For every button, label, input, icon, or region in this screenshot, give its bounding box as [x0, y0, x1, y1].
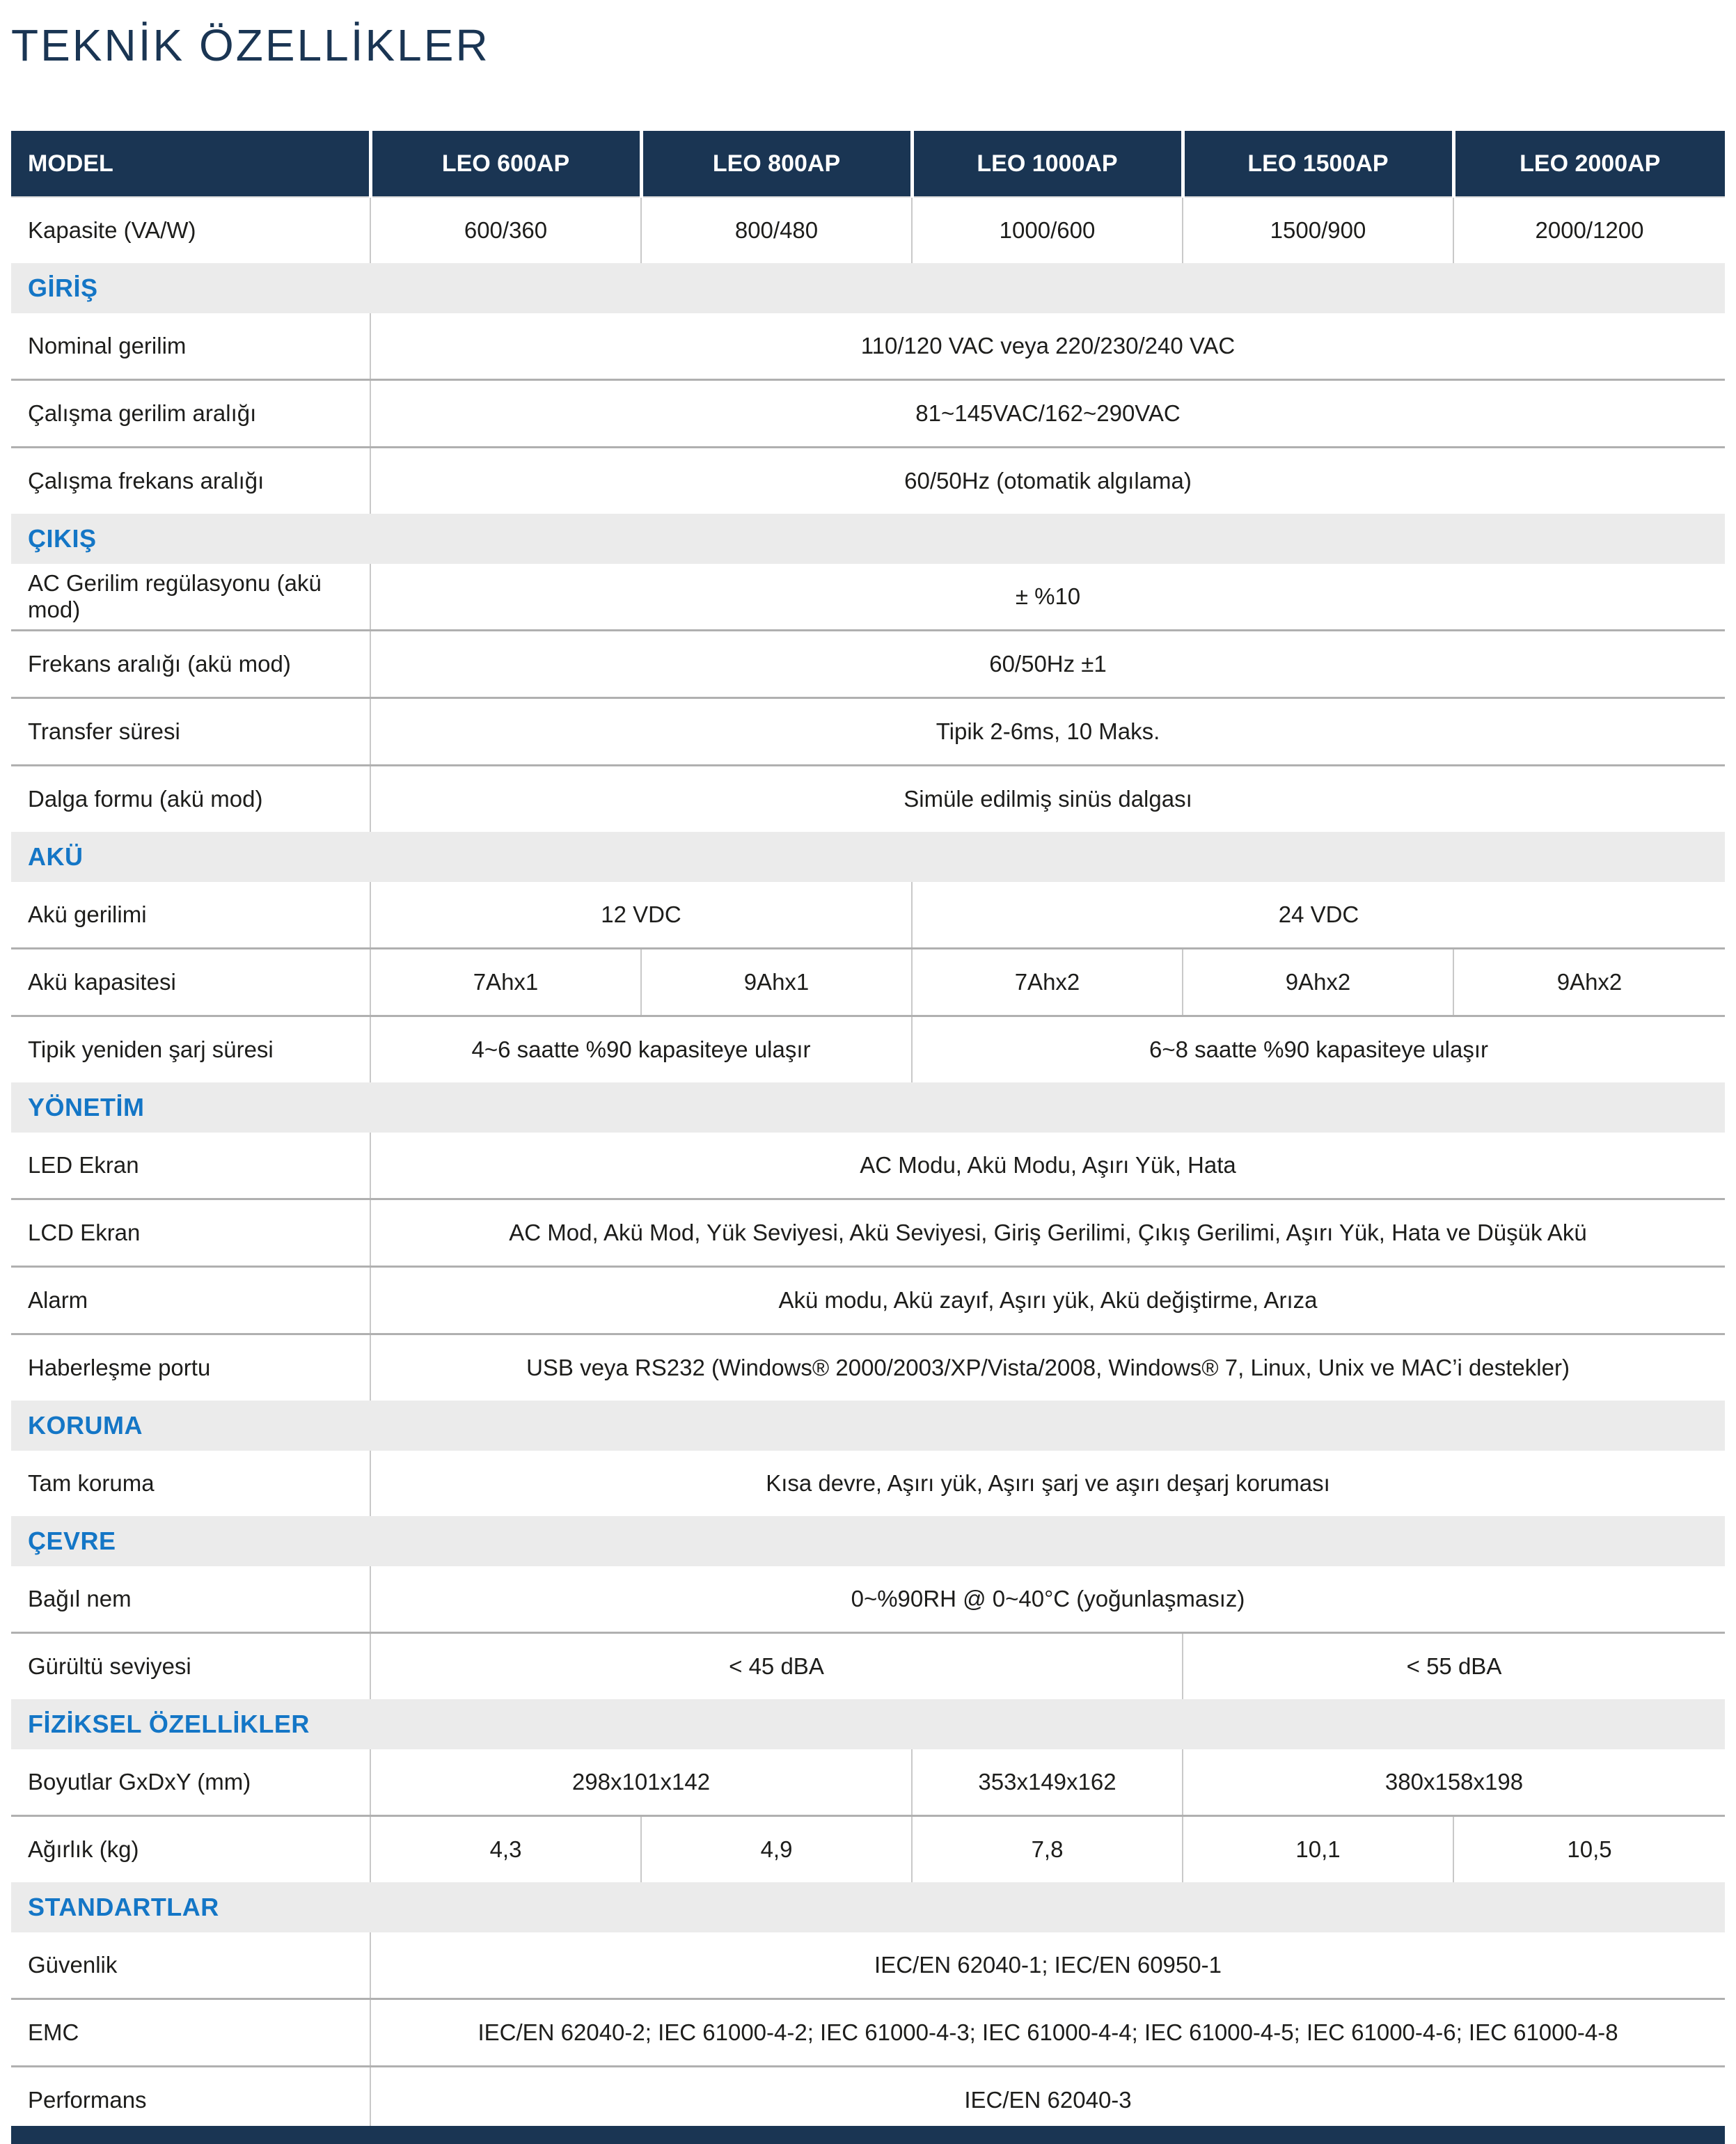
- value-cell: 800/480: [641, 197, 912, 263]
- section-title: STANDARTLAR: [11, 1882, 1725, 1932]
- section-title: GİRİŞ: [11, 263, 1725, 313]
- section-header-row: [11, 1401, 1725, 1451]
- spec-row: [11, 1267, 1725, 1334]
- row-label: EMC: [11, 1999, 370, 2067]
- value-cell: 4,9: [641, 1816, 912, 1883]
- section-title: AKÜ: [11, 832, 1725, 882]
- value-cell: 60/50Hz (otomatik algılama): [370, 448, 1725, 514]
- value-cell: Simüle edilmiş sinüs dalgası: [370, 766, 1725, 833]
- section-title: ÇIKIŞ: [11, 514, 1725, 564]
- spec-row: [11, 1016, 1725, 1083]
- section-header-row: [11, 832, 1725, 882]
- section-header-row: [11, 1699, 1725, 1749]
- row-label: Kapasite (VA/W): [11, 197, 370, 263]
- footer-bar: [11, 2126, 1725, 2144]
- row-label: Akü kapasitesi: [11, 949, 370, 1016]
- spec-row: [11, 380, 1725, 448]
- model-column-header: LEO 800AP: [641, 131, 912, 197]
- value-cell: 81~145VAC/162~290VAC: [370, 380, 1725, 448]
- value-cell: AC Modu, Akü Modu, Aşırı Yük, Hata: [370, 1133, 1725, 1199]
- row-label: Tam koruma: [28, 1470, 155, 1497]
- row-label: LED Ekran: [28, 1152, 139, 1179]
- value-cell: 4,3: [370, 1816, 641, 1883]
- section-header-row: [11, 1882, 1725, 1932]
- value-cell: 2000/1200: [1453, 197, 1725, 263]
- value-cell: AC Mod, Akü Mod, Yük Seviyesi, Akü Seviyesi, Giriş Gerilimi, Çıkış Gerilimi, Aşırı Yük, Hata ve Düşük Akü: [370, 1199, 1725, 1267]
- spec-row: [11, 1199, 1725, 1267]
- section-header-row: [11, 1516, 1725, 1566]
- value-cell: 60/50Hz ±1: [370, 631, 1725, 698]
- value-cell: 7Ahx2: [912, 949, 1183, 1016]
- spec-row: [11, 882, 1725, 949]
- spec-row: [11, 1133, 1725, 1199]
- value-cell: 24 VDC: [912, 882, 1725, 949]
- value-cell: 10,1: [1183, 1816, 1453, 1883]
- value-cell: 10,5: [1453, 1816, 1725, 1883]
- model-header-cell: MODEL: [11, 131, 370, 197]
- section-title: YÖNETİM: [11, 1082, 1725, 1133]
- value-cell: 1500/900: [1183, 197, 1453, 263]
- value-cell: 9Ahx2: [1183, 949, 1453, 1016]
- spec-row: [11, 448, 1725, 514]
- value-cell: 9Ahx1: [641, 949, 912, 1016]
- section-header-row: [11, 514, 1725, 564]
- capacity-row: [11, 197, 1725, 263]
- row-label: Tipik yeniden şarj süresi: [11, 1016, 370, 1083]
- row-label: Performans: [11, 2067, 370, 2135]
- spec-row: [11, 1334, 1725, 1401]
- spec-row: [11, 1999, 1725, 2067]
- row-label: Haberleşme portu: [11, 1334, 370, 1401]
- row-label: Frekans aralığı (akü mod): [11, 631, 370, 698]
- row-label: Transfer süresi: [11, 698, 370, 766]
- value-cell: 12 VDC: [370, 882, 912, 949]
- section-title: KORUMA: [11, 1401, 1725, 1451]
- row-label: AC Gerilim regülasyonu (akü mod): [28, 570, 322, 623]
- section-header-row: [11, 263, 1725, 313]
- row-label: Alarm: [11, 1267, 370, 1334]
- spec-row: [11, 1932, 1725, 1999]
- row-label: Çalışma frekans aralığı: [11, 448, 370, 514]
- spec-row: [11, 1566, 1725, 1633]
- model-column-header: LEO 1000AP: [912, 131, 1183, 197]
- section-header-row: [11, 1082, 1725, 1133]
- value-cell: IEC/EN 62040-2; IEC 61000-4-2; IEC 61000-4-3; IEC 61000-4-4; IEC 61000-4-5; IEC 61000-4-6; IEC 61000-4-8: [370, 1999, 1725, 2067]
- value-cell: 6~8 saatte %90 kapasiteye ulaşır: [912, 1016, 1725, 1083]
- row-label: Güvenlik: [28, 1952, 118, 1978]
- value-cell: Tipik 2-6ms, 10 Maks.: [370, 698, 1725, 766]
- spec-row: [11, 766, 1725, 833]
- row-label: Akü gerilimi: [28, 901, 147, 928]
- model-column-header: LEO 1500AP: [1183, 131, 1453, 197]
- value-cell: 4~6 saatte %90 kapasiteye ulaşır: [370, 1016, 912, 1083]
- value-cell: 110/120 VAC veya 220/230/240 VAC: [370, 313, 1725, 380]
- value-cell: < 55 dBA: [1183, 1633, 1725, 1700]
- value-cell: 0~%90RH @ 0~40°C (yoğunlaşmasız): [370, 1566, 1725, 1633]
- model-column-header: LEO 600AP: [370, 131, 641, 197]
- spec-row: [11, 313, 1725, 380]
- value-cell: 7,8: [912, 1816, 1183, 1883]
- spec-table: [11, 131, 1725, 2136]
- spec-row: [11, 1749, 1725, 1816]
- value-cell: Akü modu, Akü zayıf, Aşırı yük, Akü değiştirme, Arıza: [370, 1267, 1725, 1334]
- spec-row: [11, 564, 1725, 631]
- value-cell: 600/360: [370, 197, 641, 263]
- value-cell: 380x158x198: [1183, 1749, 1725, 1816]
- value-cell: < 45 dBA: [370, 1633, 1183, 1700]
- value-cell: USB veya RS232 (Windows® 2000/2003/XP/Vista/2008, Windows® 7, Linux, Unix ve MAC’i destekler): [370, 1334, 1725, 1401]
- row-label: Ağırlık (kg): [11, 1816, 370, 1883]
- section-title: ÇEVRE: [11, 1516, 1725, 1566]
- value-cell: 1000/600: [912, 197, 1183, 263]
- row-label: Boyutlar GxDxY (mm): [28, 1769, 251, 1795]
- spec-row: [11, 631, 1725, 698]
- row-label: LCD Ekran: [11, 1199, 370, 1267]
- spec-row: [11, 1816, 1725, 1883]
- value-cell: 298x101x142: [370, 1749, 912, 1816]
- value-cell: 9Ahx2: [1453, 949, 1725, 1016]
- spec-row: [11, 698, 1725, 766]
- spec-row: [11, 1451, 1725, 1516]
- value-cell: 7Ahx1: [370, 949, 641, 1016]
- value-cell: 353x149x162: [912, 1749, 1183, 1816]
- row-label: Gürültü seviyesi: [11, 1633, 370, 1700]
- spec-row: [11, 949, 1725, 1016]
- section-title: FİZİKSEL ÖZELLİKLER: [11, 1699, 1725, 1749]
- spec-row: [11, 1633, 1725, 1700]
- value-cell: Kısa devre, Aşırı yük, Aşırı şarj ve aşırı deşarj koruması: [370, 1451, 1725, 1516]
- spec-row: [11, 2067, 1725, 2135]
- row-label: Dalga formu (akü mod): [11, 766, 370, 833]
- row-label: Nominal gerilim: [28, 333, 187, 359]
- value-cell: IEC/EN 62040-3: [370, 2067, 1725, 2135]
- model-column-header: LEO 2000AP: [1453, 131, 1725, 197]
- header-row: [11, 131, 1725, 197]
- row-label: Bağıl nem: [28, 1586, 132, 1612]
- row-label: Çalışma gerilim aralığı: [11, 380, 370, 448]
- value-cell: ± %10: [370, 564, 1725, 631]
- value-cell: IEC/EN 62040-1; IEC/EN 60950-1: [370, 1932, 1725, 1999]
- page-title: TEKNİK ÖZELLİKLER: [11, 20, 490, 70]
